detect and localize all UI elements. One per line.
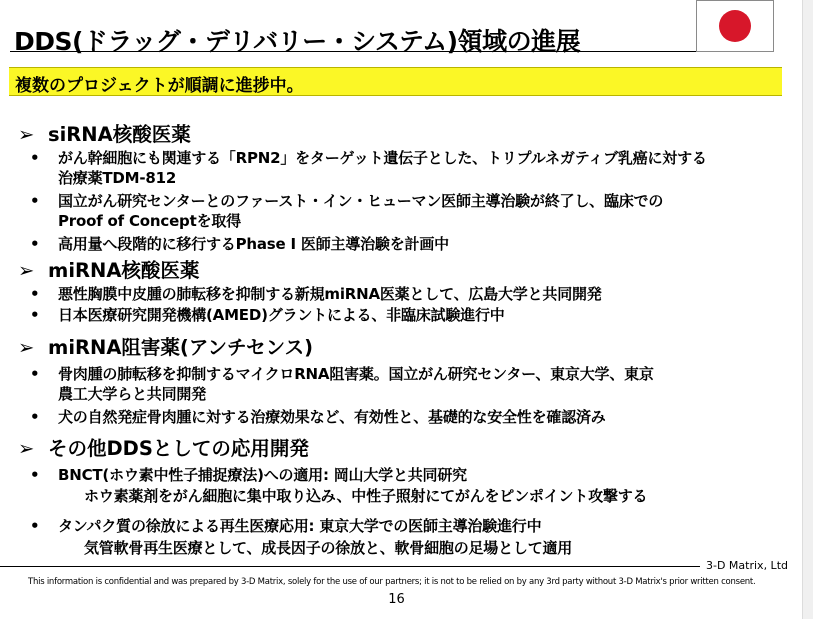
list-item: • タンパク質の徐放による再生医療応用: 東京大学での医師主導治験進行中 bbox=[30, 517, 542, 535]
section-heading-sirna: ➢ siRNA核酸医薬 bbox=[18, 123, 191, 146]
slide-title: DDS(ドラッグ・デリバリー・システム)領域の進展 bbox=[14, 27, 581, 56]
bullet-dot-icon: • bbox=[30, 149, 40, 167]
list-item-continuation: ホウ素薬剤をがん細胞に集中取り込み、中性子照射にてがんをピンポイント攻撃する bbox=[84, 487, 648, 505]
section-heading-mirna: ➢ miRNA核酸医薬 bbox=[18, 259, 200, 282]
section-heading-other-dds: ➢ その他DDSとしての応用開発 bbox=[18, 437, 309, 460]
section-heading-mirna-inhibitor: ➢ miRNA阻害薬(アンチセンス) bbox=[18, 336, 313, 359]
bullet-dot-icon: • bbox=[30, 306, 40, 324]
bullet-dot-icon: • bbox=[30, 285, 40, 303]
summary-banner bbox=[9, 67, 782, 96]
list-item-continuation: Proof of Conceptを取得 bbox=[58, 212, 241, 230]
footer-divider bbox=[0, 566, 700, 567]
bullet-dot-icon: • bbox=[30, 192, 40, 210]
list-item: • BNCT(ホウ素中性子捕捉療法)への適用: 岡山大学と共同研究 bbox=[30, 466, 467, 484]
list-item: • 悪性胸膜中皮腫の肺転移を抑制する新規miRNA医薬として、広島大学と共同開発 bbox=[30, 285, 602, 303]
bullet-dot-icon: • bbox=[30, 466, 40, 484]
scrollbar-track[interactable] bbox=[802, 0, 813, 619]
summary-banner-text: 複数のプロジェクトが順調に進捗中。 bbox=[15, 76, 304, 96]
bullet-dot-icon: • bbox=[30, 517, 40, 535]
list-item: • 日本医療研究開発機構(AMED)グラントによる、非臨床試験進行中 bbox=[30, 306, 505, 324]
arrow-bullet-icon: ➢ bbox=[18, 259, 35, 282]
list-item: • 骨肉腫の肺転移を抑制するマイクロRNA阻害薬。国立がん研究センター、東京大学、東京 bbox=[30, 365, 654, 383]
arrow-bullet-icon: ➢ bbox=[18, 336, 35, 359]
list-item-continuation: 気管軟骨再生医療として、成長因子の徐放と、軟骨細胞の足場として適用 bbox=[84, 539, 573, 557]
confidentiality-notice: This information is confidential and was prepared by 3-D Matrix, solely for the use of our partners; it is not to be relied on by any 3rd party without 3-D Matrix's prior written consent. bbox=[28, 577, 756, 587]
list-item-continuation: 農工大学らと共同開発 bbox=[58, 385, 207, 403]
list-item-continuation: 治療薬TDM-812 bbox=[58, 169, 177, 187]
title-underline bbox=[10, 51, 696, 52]
company-name: 3-D Matrix, Ltd bbox=[706, 559, 788, 572]
bullet-dot-icon: • bbox=[30, 408, 40, 426]
page-number: 16 bbox=[388, 592, 405, 607]
list-item: • 高用量へ段階的に移行するPhase I 医師主導治験を計画中 bbox=[30, 235, 449, 253]
arrow-bullet-icon: ➢ bbox=[18, 437, 35, 460]
list-item: • 犬の自然発症骨肉腫に対する治療効果など、有効性と、基礎的な安全性を確認済み bbox=[30, 408, 606, 426]
list-item: • がん幹細胞にも関連する「RPN2」をターゲット遺伝子とした、トリプルネガティブ乳癌に対する bbox=[30, 149, 707, 167]
bullet-dot-icon: • bbox=[30, 235, 40, 253]
arrow-bullet-icon: ➢ bbox=[18, 123, 35, 146]
flag-red-disc bbox=[719, 10, 751, 42]
bullet-dot-icon: • bbox=[30, 365, 40, 383]
japan-flag-icon bbox=[696, 0, 774, 52]
list-item: • 国立がん研究センターとのファースト・イン・ヒューマン医師主導治験が終了し、臨床での bbox=[30, 192, 664, 210]
